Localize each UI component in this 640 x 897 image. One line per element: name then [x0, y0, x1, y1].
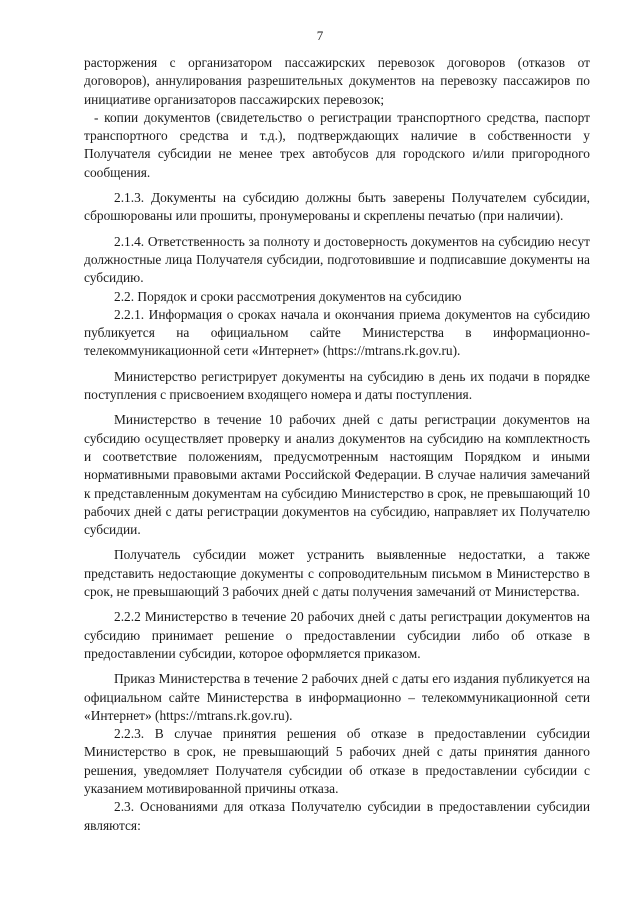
paragraph-recipient-fixes: Получатель субсидии может устранить выявленные недостатки, а также представить недостающие документы с сопроводительным письмом в Министерство в срок, не превышающий 3 рабочих дней с даты получения замечаний от Министерства.	[84, 547, 590, 600]
paragraph-2-2-2: 2.2.2 Министерство в течение 20 рабочих дней с даты регистрации документов на субсидию принимает решение о предоставлении субсидии либо об отказе в предоставлении субсидии, которое оформляется приказом.	[84, 609, 590, 661]
paragraph-2-2-3: 2.2.3. В случае принятия решения об отказе в предоставлении субсидии Министерство в срок, не превышающий 5 рабочих дней с даты принятия данного решения, уведомляет Получателя субсидии об отказе в предоставлении субсидии с указанием мотивированной причины отказа.	[84, 726, 590, 796]
paragraph-2-2-1: 2.2.1. Информация о сроках начала и окончания приема документов на субсидию публикуется на официальном сайте Министерства в информационно-телекоммуникационной сети «Интернет» (https://mtrans.rk.gov.ru).	[84, 306, 590, 359]
paragraph-review-10-days: Министерство в течение 10 рабочих дней с даты регистрации документов на субсидию осуществляет проверку и анализ документов на субсидию на комплектность и соответствие положениям, предусмотренным настоящим Порядком и иными нормативными правовыми актами Российской Федерации. В случае наличия замечаний к представленным документам на субсидию Министерство в срок, не превышающий 10 рабочих дней с даты регистрации документов на субсидию, направляет их Получателю субсидии.	[84, 412, 590, 538]
paragraph-order-publication: Приказ Министерства в течение 2 рабочих дней с даты его издания публикуется на официальном сайте Министерства в информационно – телекоммуникационной сети «Интернет» (https://mtrans.rk.gov.ru).	[84, 671, 590, 723]
paragraph-2-3: 2.3. Основаниями для отказа Получателю субсидии в предоставлении субсидии являются:	[84, 799, 590, 833]
document-body	[84, 54, 590, 835]
section-heading-2-2: 2.2. Порядок и сроки рассмотрения документов на субсидию	[114, 288, 462, 304]
page-number: 7	[316, 28, 324, 43]
paragraph-list-item-vehicle-docs: - копии документов (свидетельство о регистрации транспортного средства, паспорт транспортного средства и т.д.), подтверждающих наличие в собственности у Получателя субсидии не менее трех автобусов для городского и/или пригородного сообщения.	[84, 109, 590, 180]
paragraph-continuation: расторжения с организатором пассажирских перевозок договоров (отказов от договоров), аннулирования разрешительных документов на перевозку пассажиров по инициативе организаторов пассажирских перевозок;	[84, 55, 590, 107]
paragraph-2-1-3: 2.1.3. Документы на субсидию должны быть заверены Получателем субсидии, сброшюрованы или прошиты, пронумерованы и скреплены печатью (при наличии).	[84, 190, 590, 224]
paragraph-2-1-4: 2.1.4. Ответственность за полноту и достоверность документов на субсидию несут должностные лица Получателя субсидии, подготовившие и подписавшие документы на субсидию.	[84, 233, 590, 286]
paragraph-registration: Министерство регистрирует документы на субсидию в день их подачи в порядке поступления с присвоением входящего номера и даты поступления.	[84, 368, 590, 403]
